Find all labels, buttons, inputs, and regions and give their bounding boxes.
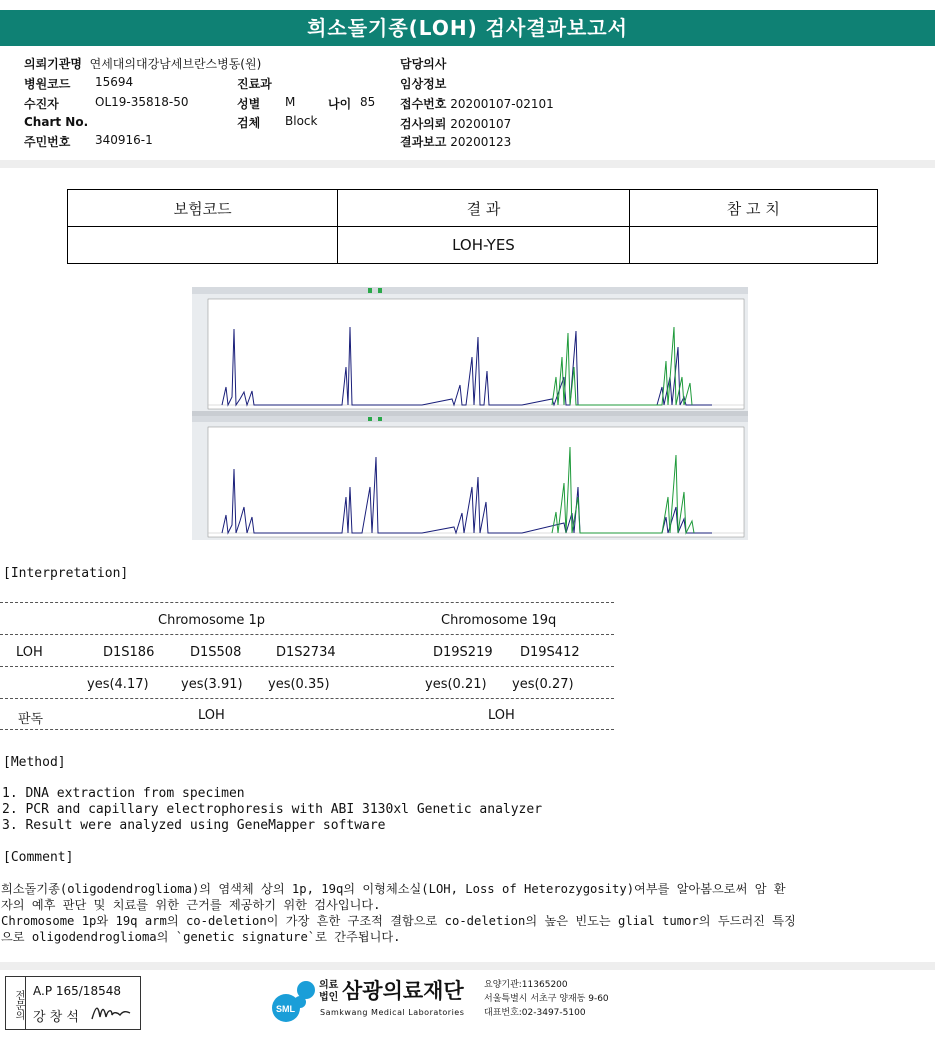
comment-line: 으로 oligodendroglioma의 `genetic signature`로 간주됩니다. <box>1 930 401 944</box>
marker-d19s412: D19S412 <box>520 645 580 660</box>
specimen-value: Block <box>285 114 318 128</box>
specialist-stamp <box>5 976 141 1030</box>
dept-label: 진료과 <box>237 77 272 91</box>
sex-label: 성별 <box>237 97 261 111</box>
resident-no-value: 340916-1 <box>95 133 153 147</box>
judgement-label: 판독 <box>18 712 44 727</box>
org-english: Samkwang Medical Laboratories <box>320 1008 465 1017</box>
resident-no-label: 주민번호 <box>24 135 71 149</box>
receipt-label: 접수번호 <box>400 97 447 111</box>
request-value: 20200107 <box>450 117 512 131</box>
doctor-name: 강 창 석 <box>33 1010 79 1025</box>
collector-label: 수진자 <box>24 97 59 111</box>
method-heading: [Method] <box>3 755 66 770</box>
divider <box>0 729 614 730</box>
report-title: 희소돌기종(LOH) 검사결과보고서 <box>0 10 935 46</box>
result-table-row <box>68 227 878 264</box>
marker-d1s508: D1S508 <box>190 645 242 660</box>
logo-text: SML <box>276 1004 295 1014</box>
electropherogram-image <box>192 287 748 540</box>
comment-line: 자의 예후 판단 및 치료를 위한 근거를 제공하기 위한 검사입니다. <box>1 898 381 912</box>
specimen-label: 검체 <box>237 116 261 130</box>
divider <box>0 666 614 667</box>
section-divider <box>0 160 935 168</box>
value-d1s508: yes(3.91) <box>181 677 243 692</box>
contact-line: 요양기관:11365200 <box>484 980 568 990</box>
reference-cell <box>629 227 877 264</box>
doctor-label: 담당의사 <box>400 57 447 71</box>
marker-d1s186: D1S186 <box>103 645 155 660</box>
clinical-label: 임상정보 <box>400 77 447 91</box>
judgement-1p: LOH <box>198 708 225 723</box>
method-item: 3. Result were analyzed using GeneMapper software <box>2 818 386 833</box>
insurance-code-cell <box>68 227 338 264</box>
org-prefix: 의료법인 <box>319 980 339 1003</box>
request-label: 검사의뢰 <box>400 117 447 131</box>
age-value: 85 <box>360 95 376 109</box>
collector-value: OL19-35818-50 <box>95 95 189 109</box>
value-d19s219: yes(0.21) <box>425 677 487 692</box>
comment-line: Chromosome 1p와 19q arm의 co-deletion이 가장 흔한 구조적 결함으로 co-deletion의 높은 빈도는 glial tumor의 두드러진 특징 <box>1 914 796 928</box>
result-table-header <box>68 190 878 227</box>
marker-d19s219: D19S219 <box>433 645 493 660</box>
age-label: 나이 <box>328 97 352 111</box>
hospital-code-label: 병원코드 <box>24 77 71 91</box>
org-name: 삼광의료재단 <box>342 979 464 1003</box>
result-date-label: 결과보고 <box>400 135 447 149</box>
method-item: 1. DNA extraction from specimen <box>2 786 245 801</box>
divider <box>0 634 614 635</box>
value-d19s412: yes(0.27) <box>512 677 574 692</box>
contact-line: 대표번호:02-3497-5100 <box>484 1008 586 1018</box>
result-header: 결 과 <box>338 190 629 227</box>
receipt-value: 20200107-02101 <box>450 97 554 111</box>
value-d1s186: yes(4.17) <box>87 677 149 692</box>
method-item: 2. PCR and capillary electrophoresis with ABI 3130xl Genetic analyzer <box>2 802 543 817</box>
comment-line: 희소돌기종(oligodendroglioma)의 염색체 상의 1p, 19q의 이형체소실(LOH, Loss of Heterozygosity)여부를 알아봄으로써 암 환 <box>1 882 786 896</box>
chart-no-label: Chart No. <box>24 115 89 129</box>
insurance-code-header: 보험코드 <box>68 190 338 227</box>
hospital-code-value: 15694 <box>95 75 134 89</box>
sex-value: M <box>285 95 296 109</box>
institution-label: 의뢰기관명 <box>24 57 82 71</box>
org-contact <box>484 978 609 1020</box>
result-table <box>67 189 878 264</box>
value-d1s2734: yes(0.35) <box>268 677 330 692</box>
chromosome-19q-header: Chromosome 19q <box>441 613 557 628</box>
marker-d1s2734: D1S2734 <box>276 645 336 660</box>
result-date-value: 20200123 <box>450 135 512 149</box>
footer-divider <box>0 962 935 970</box>
contact-line: 서울특별시 서초구 양재동 9-60 <box>484 994 609 1004</box>
comment-heading: [Comment] <box>3 850 74 865</box>
sml-logo-icon <box>270 976 320 1026</box>
divider <box>0 698 614 699</box>
interpretation-heading: [Interpretation] <box>3 566 129 581</box>
specialist-label: 전문의 <box>6 977 26 1029</box>
chromosome-1p-header: Chromosome 1p <box>158 613 265 628</box>
reference-header: 참 고 치 <box>629 190 877 227</box>
judgement-19q: LOH <box>488 708 515 723</box>
result-cell: LOH-YES <box>338 227 629 264</box>
institution-value: 연세대의대강남세브란스병동(원) <box>89 57 262 71</box>
ap-number: A.P 165/18548 <box>33 984 121 998</box>
signature-icon <box>90 1001 134 1025</box>
divider <box>0 602 614 603</box>
loh-label: LOH <box>16 645 43 660</box>
